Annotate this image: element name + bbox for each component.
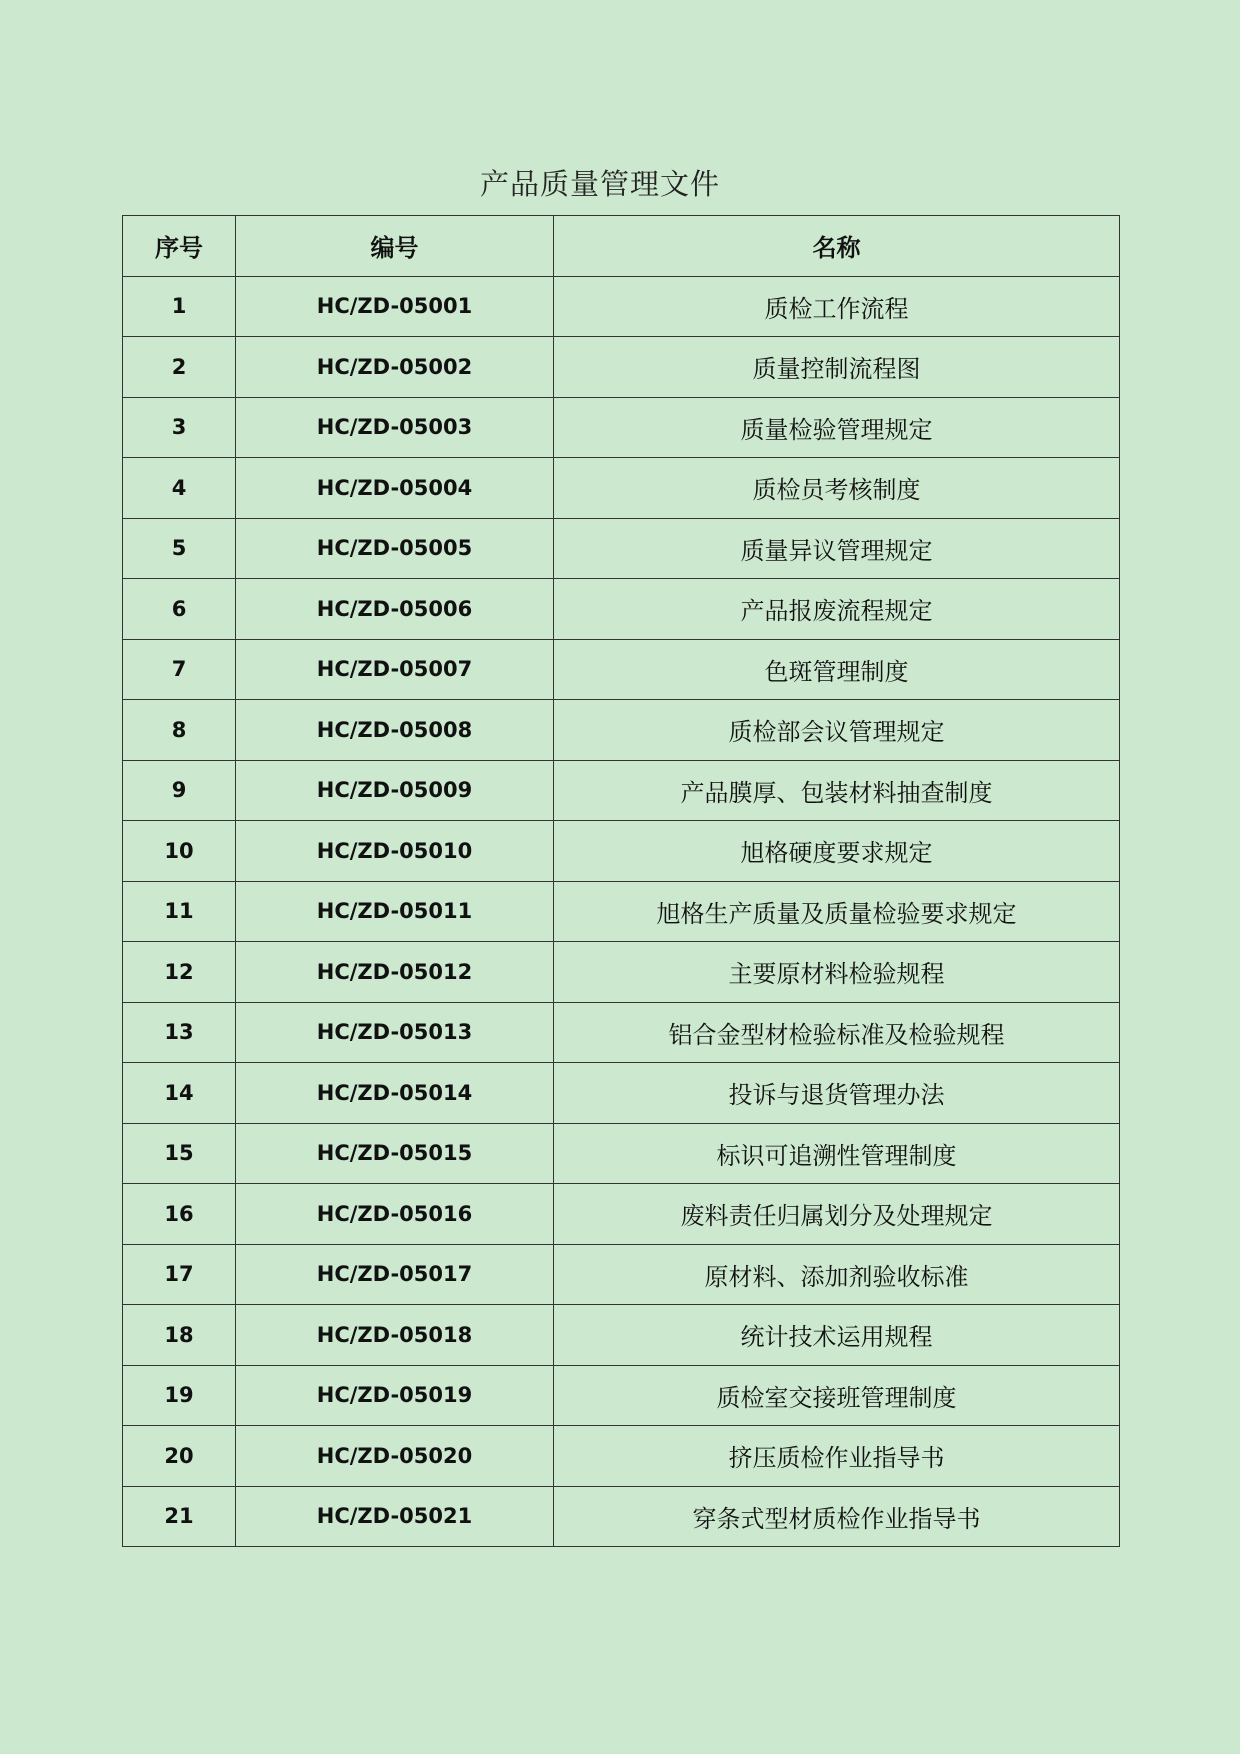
row-seq-cell: 1 (123, 276, 236, 337)
table-row (123, 1365, 1120, 1426)
table-row (123, 458, 1120, 519)
row-seq-cell: 21 (123, 1486, 236, 1547)
row-code-cell: HC/ZD-05012 (236, 942, 554, 1003)
row-seq-cell: 2 (123, 337, 236, 398)
row-seq-cell: 4 (123, 458, 236, 519)
row-code-cell: HC/ZD-05007 (236, 639, 554, 700)
row-name-cell: 穿条式型材质检作业指导书 (554, 1486, 1120, 1547)
row-name-cell: 废料责任归属划分及处理规定 (554, 1184, 1120, 1245)
row-seq-cell: 18 (123, 1305, 236, 1366)
column-header-code: 编号 (236, 216, 554, 277)
row-seq-cell: 15 (123, 1123, 236, 1184)
table-row (123, 760, 1120, 821)
document-table (122, 215, 1120, 1547)
row-seq-cell: 14 (123, 1063, 236, 1124)
row-name-cell: 质量异议管理规定 (554, 518, 1120, 579)
row-name-cell: 铝合金型材检验标准及检验规程 (554, 1002, 1120, 1063)
row-code-cell: HC/ZD-05017 (236, 1244, 554, 1305)
table-row (123, 1184, 1120, 1245)
table-row (123, 942, 1120, 1003)
row-code-cell: HC/ZD-05008 (236, 700, 554, 761)
row-code-cell: HC/ZD-05001 (236, 276, 554, 337)
row-name-cell: 主要原材料检验规程 (554, 942, 1120, 1003)
row-code-cell: HC/ZD-05003 (236, 397, 554, 458)
row-code-cell: HC/ZD-05009 (236, 760, 554, 821)
row-seq-cell: 17 (123, 1244, 236, 1305)
row-seq-cell: 19 (123, 1365, 236, 1426)
table-row (123, 1123, 1120, 1184)
row-name-cell: 质检部会议管理规定 (554, 700, 1120, 761)
row-name-cell: 色斑管理制度 (554, 639, 1120, 700)
row-code-cell: HC/ZD-05016 (236, 1184, 554, 1245)
row-name-cell: 质检员考核制度 (554, 458, 1120, 519)
table-row (123, 337, 1120, 398)
row-seq-cell: 6 (123, 579, 236, 640)
row-name-cell: 产品报废流程规定 (554, 579, 1120, 640)
row-seq-cell: 11 (123, 881, 236, 942)
row-code-cell: HC/ZD-05013 (236, 1002, 554, 1063)
row-name-cell: 标识可追溯性管理制度 (554, 1123, 1120, 1184)
row-seq-cell: 16 (123, 1184, 236, 1245)
row-name-cell: 原材料、添加剂验收标准 (554, 1244, 1120, 1305)
table-row (123, 579, 1120, 640)
table-row (123, 1002, 1120, 1063)
row-code-cell: HC/ZD-05011 (236, 881, 554, 942)
row-code-cell: HC/ZD-05019 (236, 1365, 554, 1426)
table-row (123, 1063, 1120, 1124)
row-seq-cell: 12 (123, 942, 236, 1003)
table-row (123, 700, 1120, 761)
row-seq-cell: 7 (123, 639, 236, 700)
row-code-cell: HC/ZD-05021 (236, 1486, 554, 1547)
table-row (123, 639, 1120, 700)
table-row (123, 397, 1120, 458)
row-name-cell: 投诉与退货管理办法 (554, 1063, 1120, 1124)
row-code-cell: HC/ZD-05002 (236, 337, 554, 398)
row-code-cell: HC/ZD-05018 (236, 1305, 554, 1366)
table-row (123, 518, 1120, 579)
row-code-cell: HC/ZD-05010 (236, 821, 554, 882)
column-header-name: 名称 (554, 216, 1120, 277)
table-row (123, 1486, 1120, 1547)
row-seq-cell: 10 (123, 821, 236, 882)
row-name-cell: 质量检验管理规定 (554, 397, 1120, 458)
row-seq-cell: 3 (123, 397, 236, 458)
row-code-cell: HC/ZD-05015 (236, 1123, 554, 1184)
table-header-row (123, 216, 1120, 277)
row-seq-cell: 13 (123, 1002, 236, 1063)
table-row (123, 881, 1120, 942)
row-code-cell: HC/ZD-05020 (236, 1426, 554, 1487)
row-code-cell: HC/ZD-05005 (236, 518, 554, 579)
row-name-cell: 挤压质检作业指导书 (554, 1426, 1120, 1487)
row-name-cell: 质检工作流程 (554, 276, 1120, 337)
row-code-cell: HC/ZD-05006 (236, 579, 554, 640)
table-row (123, 276, 1120, 337)
row-code-cell: HC/ZD-05004 (236, 458, 554, 519)
table-row (123, 1426, 1120, 1487)
row-code-cell: HC/ZD-05014 (236, 1063, 554, 1124)
row-name-cell: 质量控制流程图 (554, 337, 1120, 398)
row-name-cell: 产品膜厚、包装材料抽查制度 (554, 760, 1120, 821)
row-name-cell: 旭格生产质量及质量检验要求规定 (554, 881, 1120, 942)
table-row (123, 1305, 1120, 1366)
row-name-cell: 质检室交接班管理制度 (554, 1365, 1120, 1426)
row-seq-cell: 9 (123, 760, 236, 821)
row-name-cell: 统计技术运用规程 (554, 1305, 1120, 1366)
row-name-cell: 旭格硬度要求规定 (554, 821, 1120, 882)
column-header-seq: 序号 (123, 216, 236, 277)
table-row (123, 1244, 1120, 1305)
row-seq-cell: 20 (123, 1426, 236, 1487)
row-seq-cell: 8 (123, 700, 236, 761)
table-row (123, 821, 1120, 882)
page-title: 产品质量管理文件 (480, 167, 721, 201)
row-seq-cell: 5 (123, 518, 236, 579)
table-body (123, 276, 1120, 1547)
